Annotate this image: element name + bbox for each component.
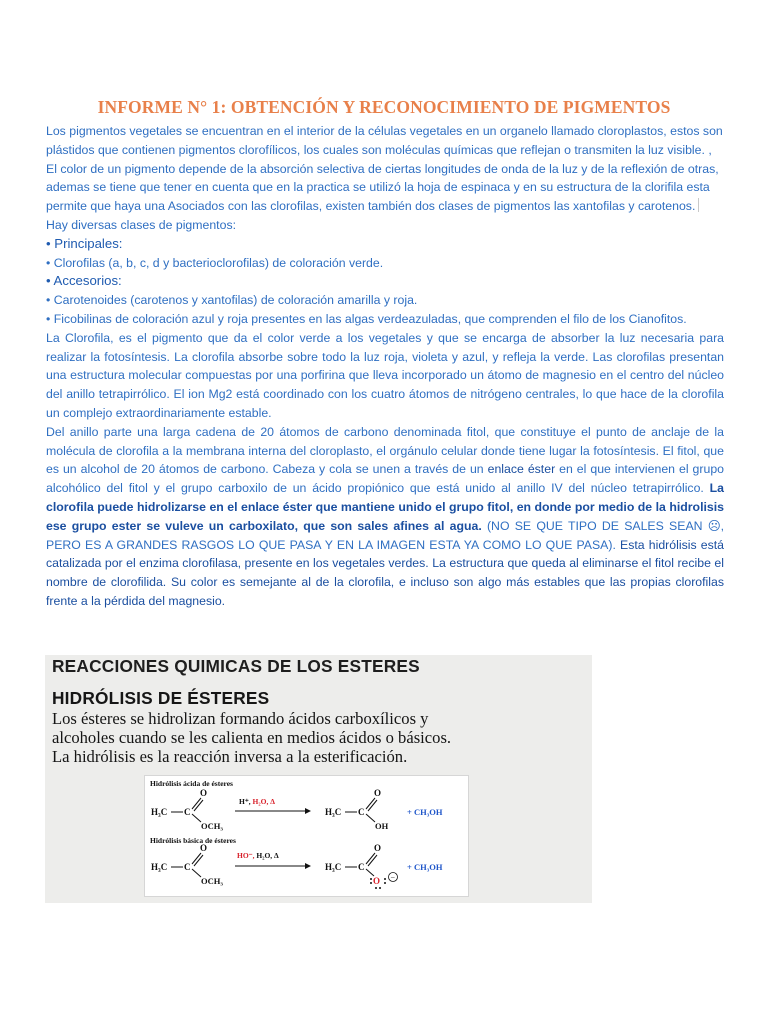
lone-pair-dot bbox=[379, 887, 381, 889]
negative-charge-sign: − bbox=[390, 873, 396, 882]
lone-pair-dot bbox=[370, 882, 372, 884]
principales-label: • Principales: bbox=[46, 235, 123, 251]
figure-description bbox=[52, 709, 592, 766]
acid-arrow-head bbox=[305, 808, 311, 814]
figure-title: REACCIONES QUIMICAS DE LOS ESTERES bbox=[52, 656, 420, 676]
bond bbox=[192, 869, 201, 877]
basic-product-oxygen: O bbox=[374, 843, 382, 853]
fitol-text-part1: Del anillo parte una larga cadena de 20 átomos de carbono denominada fitol, que constituye el punto de anclaje de la molécula de clorofila a la membrana interna del cloroplasto, el orgánulo celular donde tiene lugar la fotosíntesis. El fitol, que es un alcohol de 20 átomos de carbono. Cabeza y cola se unen a través de un bbox=[46, 424, 724, 477]
acid-product-carbon: C bbox=[358, 807, 365, 817]
enlace-ester-term: enlace éster bbox=[487, 462, 556, 477]
classes-intro: Hay diversas clases de pigmentos: bbox=[46, 217, 237, 232]
basic-reactant-carbon: C bbox=[184, 862, 191, 872]
intro-text: Los pigmentos vegetales se encuentran en el interior de la células vegetales en un organelo llamado cloroplastos, estos son plástidos que contienen pigmentos clorofílicos, los cuales son moléculas químicas que reflejan o transmiten la luz visible. , El color de un pigmento depende de la absorción selectiva de ciertas longitudes de onda de la luz y de la reflexión de otras, ademas se tiene que tener en cuenta que en la practica se utilizó la hoja de espinaca y en su estructura de la clorifila esta permite que haya una Asociados con las clorofilas, existen también dos clases de pigmentos las xantofilas y carotenos. bbox=[46, 124, 723, 214]
lone-pair-dot bbox=[375, 887, 377, 889]
accesorios-label: • Accesorios: bbox=[46, 273, 122, 289]
acid-conditions bbox=[239, 797, 275, 806]
acid-methanol: + CH₃OH bbox=[407, 807, 443, 817]
basic-arrow-head bbox=[305, 863, 311, 869]
esters-reaction-figure bbox=[45, 655, 592, 903]
acid-reactant-carbon: C bbox=[184, 807, 191, 817]
bond bbox=[366, 869, 374, 876]
clorofila-paragraph: La Clorofila, es el pigmento que da el color verde a los vegetales y que se encarga de absorber la luz necesaria para realizar la fotosíntesis. La clorofila absorbe sobre todo la luz roja, violeta y azul, y refleja la verde. Las clorofilas presentan una estructura molecular compuestas por una porfirina que lleva incorporado un átomo de magnesio en el centro del núcleo del anillo tetrapirrólico. El ion Mg2 está coordinado con los cuatro átomos de nitrógeno centrales, lo que hace de la clorofila un complejo extraordinariamente estable. bbox=[46, 330, 724, 420]
intro-paragraph bbox=[46, 122, 724, 216]
hidrolisis-highlight: La clorofila puede hidrolizarse en el enlace éster que mantiene unido el grupo fitol, en donde por medio de la hidrolisis ese grupo ester se vuleve un carboxilato, que son sales afines al agua. bbox=[46, 481, 724, 533]
acid-ion: H⁺, bbox=[239, 797, 251, 806]
basic-conditions bbox=[237, 851, 279, 860]
accesorios-item-ficobilinas: • Ficobilinas de coloración azul y roja presentes en las algas verdeazuladas, que comprenden el filo de los Cianofitos. bbox=[46, 311, 687, 326]
basic-hydrolysis-label: Hidrólisis básica de ésteres bbox=[150, 836, 236, 845]
acid-product-hydroxyl: OH bbox=[375, 821, 389, 831]
bond bbox=[366, 814, 375, 822]
figure-line-1: Los ésteres se hidrolizan formando ácidos carboxílicos y bbox=[52, 709, 429, 728]
bond bbox=[192, 814, 201, 822]
acid-reactant-oxygen: O bbox=[200, 788, 208, 798]
page-title: INFORME N° 1: OBTENCIÓN Y RECONOCIMIENTO DE PIGMENTOS bbox=[97, 97, 671, 117]
basic-product-carbon: C bbox=[358, 862, 365, 872]
accesorios-item-carotenoides: • Carotenoides (carotenos y xantofilas) de coloración amarilla y roja. bbox=[46, 293, 418, 308]
fitol-text-part2: en el que intervienen el grupo alcohólico del fitol y el grupo carboxilo de un ácido propiónico que está unido al anillo IV del núcleo tetrapirrólico. bbox=[46, 462, 724, 496]
fitol-text-part3: Esta hidrólisis está catalizada por el enzima clorofilasa, presente en los vegetales verdes. La estructura que queda al eliminarse el fitol recibe el nombre de clorofilida. Su color es semejante al de la clorofila, e incluso son algo más estables que las propias clorofilas frente a la pérdida del magnesio. bbox=[46, 537, 724, 608]
acid-reactant-methyl: H₃C bbox=[151, 807, 168, 817]
acid-product-oxygen: O bbox=[374, 788, 382, 798]
hydrolysis-scheme bbox=[144, 775, 469, 897]
basic-water-heat: H₂O, Δ bbox=[256, 851, 279, 860]
basic-product-oxygen-anion: O bbox=[373, 876, 381, 886]
acid-reactant-methoxy: OCH₃ bbox=[201, 821, 223, 831]
hydrolysis-scheme-drawing bbox=[145, 776, 468, 896]
lone-pair-dot bbox=[370, 878, 372, 880]
acid-hydrolysis-label: Hidrólisis ácida de ésteres bbox=[150, 779, 233, 788]
fitol-paragraph bbox=[46, 423, 724, 611]
principales-item: • Clorofilas (a, b, c, d y bacterioclorofilas) de coloración verde. bbox=[46, 255, 384, 270]
figure-subtitle: HIDRÓLISIS DE ÉSTERES bbox=[52, 688, 270, 708]
acid-product-methyl: H₃C bbox=[325, 807, 342, 817]
basic-reactant-methoxy: OCH₃ bbox=[201, 876, 223, 886]
basic-ion: HO⁻, bbox=[237, 851, 255, 860]
lone-pair-dot bbox=[384, 878, 386, 880]
basic-methanol: + CH₃OH bbox=[407, 862, 443, 872]
basic-product-methyl: H₃C bbox=[325, 862, 342, 872]
lone-pair-dot bbox=[384, 882, 386, 884]
text-cursor bbox=[698, 198, 699, 212]
document-body bbox=[46, 122, 724, 611]
basic-reactant-methyl: H₃C bbox=[151, 862, 168, 872]
figure-line-2: alcoholes cuando se les calienta en medios ácidos o básicos. bbox=[52, 728, 452, 747]
basic-reactant-oxygen: O bbox=[200, 843, 208, 853]
figure-line-3: La hidrólisis es la reacción inversa a la esterificación. bbox=[52, 747, 408, 766]
author-note: (NO SE QUE TIPO DE SALES SEAN ☹, PERO ES A GRANDES RASGOS LO QUE PASA Y EN LA IMAGEN ESTA YA COMO LO QUE PASA). bbox=[46, 518, 724, 552]
acid-water-heat: H₂O, Δ bbox=[252, 797, 275, 806]
